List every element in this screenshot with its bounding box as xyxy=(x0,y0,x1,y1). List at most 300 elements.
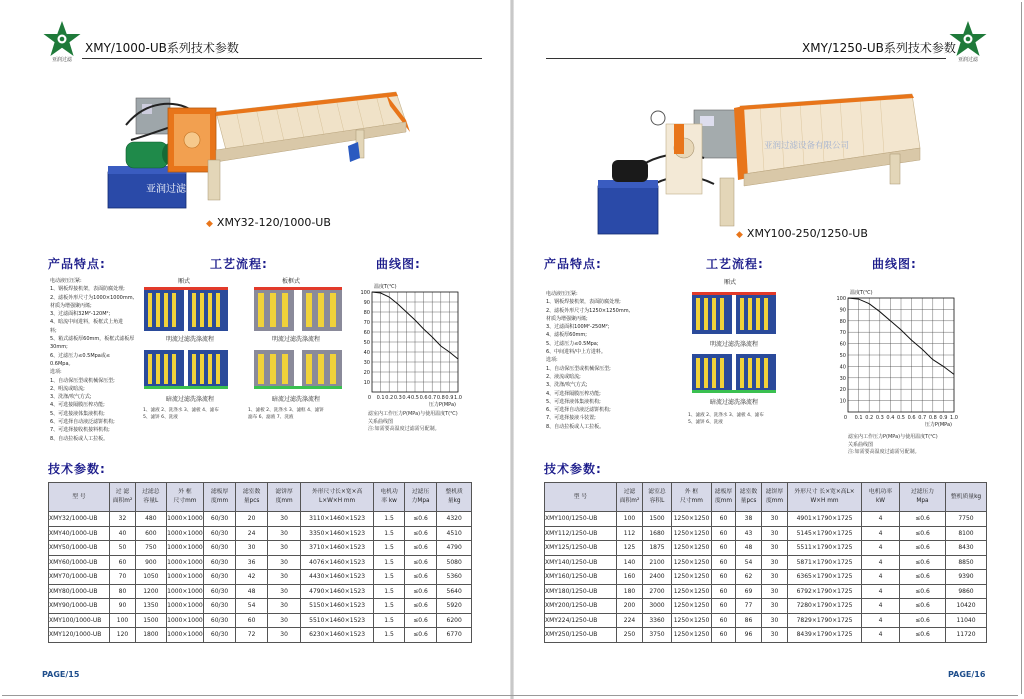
chamber-legend: 1、滤液 2、洗涤水 3、滤板 4、滤布 5、滤饼 6、洗液 xyxy=(688,413,764,425)
table-cell: 1250×1250 xyxy=(672,526,712,541)
table-cell: 5871×1790×1725 xyxy=(788,555,862,570)
table-cell: 1000×1000 xyxy=(166,628,204,643)
table-cell: 1000×1000 xyxy=(166,555,204,570)
table-cell: 60 xyxy=(109,555,135,570)
table-cell: 20 xyxy=(235,512,268,527)
table-row xyxy=(49,526,472,541)
table-cell: 4790 xyxy=(437,541,472,556)
frame-legend: 1、滤板 2、洗涤水 3、滤框 4、滤饼 滤布 6、滤液 7、洗液 xyxy=(248,408,324,420)
table-cell: ≤0.6 xyxy=(404,613,437,628)
table-cell: 4 xyxy=(862,613,900,628)
table-cell: 160 xyxy=(617,570,643,585)
table-cell: 4430×1460×1523 xyxy=(300,570,373,585)
table-cell: 60/30 xyxy=(204,584,235,599)
x-tick-label: 0.1 xyxy=(376,395,385,401)
table-cell: 60 xyxy=(712,628,736,643)
table-cell: 1500 xyxy=(136,613,166,628)
table-row xyxy=(49,613,472,628)
table-cell: 1.5 xyxy=(374,584,404,599)
table-cell: 4 xyxy=(862,555,900,570)
y-tick-label: 90 xyxy=(363,300,370,306)
column-header: 外形尺寸长×宽×高 L×W×H mm xyxy=(300,483,373,512)
table-cell: 36 xyxy=(235,555,268,570)
x-tick-label: 0.7 xyxy=(918,415,927,421)
spec-table xyxy=(544,482,987,643)
chamber-label: 厢式 xyxy=(724,279,737,286)
chamber-open-caption: 明流过滤洗涤流程 xyxy=(710,341,759,348)
feature-item: 0.6Mpa。 xyxy=(50,360,74,367)
feature-item: 1、自动保压型或机械保压型; xyxy=(50,377,115,384)
table-cell: 5080 xyxy=(437,555,472,570)
filter-press-image xyxy=(106,80,416,215)
table-cell: 4901×1790×1725 xyxy=(788,512,862,527)
table-cell: 7829×1790×1725 xyxy=(788,613,862,628)
feature-item: 30mm; xyxy=(50,344,68,351)
table-cell: 4 xyxy=(862,584,900,599)
table-cell: 600 xyxy=(136,526,166,541)
table-cell: 30 xyxy=(268,512,301,527)
column-header: 滤室总 容积L xyxy=(643,483,672,512)
column-header: 滤饼厚 度mm xyxy=(762,483,788,512)
table-cell: 30 xyxy=(762,628,788,643)
table-cell: XMY250/1250-UB xyxy=(545,628,617,643)
table-cell: 50 xyxy=(109,541,135,556)
table-cell: ≤0.6 xyxy=(404,570,437,585)
frame-open-caption: 明流过滤洗涤流程 xyxy=(272,336,321,343)
table-cell: 250 xyxy=(617,628,643,643)
table-cell: ≤0.6 xyxy=(900,555,946,570)
feature-item: 4、可选择隔膜压榨功能; xyxy=(546,390,601,397)
table-cell: 9390 xyxy=(946,570,987,585)
table-row xyxy=(49,555,472,570)
x-tick-label: 0.3 xyxy=(875,415,884,421)
table-cell: 1000×1000 xyxy=(166,613,204,628)
column-header: 过滤压 力Mpa xyxy=(404,483,437,512)
table-row xyxy=(545,555,987,570)
table-row xyxy=(49,541,472,556)
table-cell: 30 xyxy=(268,570,301,585)
table-cell: ≤0.6 xyxy=(404,541,437,556)
chamber-open-diagram xyxy=(140,285,234,335)
x-tick-label: 0.9 xyxy=(939,415,948,421)
chamber-closed-diagram xyxy=(140,346,234,392)
y-tick-label: 10 xyxy=(839,398,846,405)
table-cell: XMY140/1250-UB xyxy=(545,555,617,570)
x-tick-label: 0.3 xyxy=(393,395,402,401)
x-tick-label: 0.4 xyxy=(402,395,411,401)
table-cell: ≤0.6 xyxy=(404,628,437,643)
table-cell: 6365×1790×1725 xyxy=(788,570,862,585)
table-cell: XMY50/1000-UB xyxy=(49,541,110,556)
table-cell: 96 xyxy=(736,628,762,643)
table-cell: 7750 xyxy=(946,512,987,527)
table-cell: 54 xyxy=(736,555,762,570)
x-tick-label: 0.6 xyxy=(419,395,428,401)
table-cell: 60/30 xyxy=(204,541,235,556)
table-cell: 70 xyxy=(109,570,135,585)
table-cell: 30 xyxy=(762,613,788,628)
table-cell: 1250×1250 xyxy=(672,512,712,527)
table-cell: 60 xyxy=(712,512,736,527)
feature-item: 2、明流或暗流; xyxy=(50,385,85,392)
table-row xyxy=(545,613,987,628)
table-cell: 112 xyxy=(617,526,643,541)
table-cell: 1.5 xyxy=(374,613,404,628)
origin-label: 0 xyxy=(843,415,847,421)
table-row xyxy=(545,599,987,614)
column-header: 过 滤 面积m² xyxy=(109,483,135,512)
table-cell: 200 xyxy=(617,599,643,614)
y-axis-label: 温度T(℃) xyxy=(374,284,397,290)
table-cell: 60/30 xyxy=(204,628,235,643)
table-cell: ≤0.6 xyxy=(900,599,946,614)
curve-title: 曲线图: xyxy=(872,257,917,271)
feature-item: 6、可选择自动液泛滤饼机构; xyxy=(50,419,115,426)
table-cell: ≤0.6 xyxy=(404,584,437,599)
table-cell: ≤0.6 xyxy=(404,512,437,527)
x-tick-label: 0.5 xyxy=(411,395,419,401)
table-cell: 60 xyxy=(712,613,736,628)
model-label-text: XMY32-120/1000-UB xyxy=(216,216,331,229)
column-header: 外 框 尺寸mm xyxy=(166,483,204,512)
table-cell: XMY80/1000-UB xyxy=(49,584,110,599)
curve-title: 曲线图: xyxy=(376,257,421,271)
page-border xyxy=(1021,2,1022,694)
table-cell: 38 xyxy=(736,512,762,527)
table-cell: 1875 xyxy=(643,541,672,556)
feature-item: 5、过滤压力≤0.5Mpa; xyxy=(546,340,599,347)
table-cell: 1250×1250 xyxy=(672,628,712,643)
table-cell: 3350×1460×1523 xyxy=(300,526,373,541)
table-cell: 1500 xyxy=(643,512,672,527)
x-tick-label: 0.7 xyxy=(428,395,437,401)
table-cell: 3750 xyxy=(643,628,672,643)
table-cell: 180 xyxy=(617,584,643,599)
chamber-closed-diagram xyxy=(688,350,782,396)
frame-label: 板框式 xyxy=(282,278,301,285)
table-cell: 60/30 xyxy=(204,599,235,614)
table-cell: 1250×1250 xyxy=(672,555,712,570)
tech-params-title: 技术参数: xyxy=(544,462,602,476)
table-cell: 6792×1790×1725 xyxy=(788,584,862,599)
table-cell: 32 xyxy=(109,512,135,527)
table-cell: 1680 xyxy=(643,526,672,541)
feature-item: 3、洗涤/吹气方式; xyxy=(546,382,588,389)
table-cell: XMY32/1000-UB xyxy=(49,512,110,527)
table-cell: 48 xyxy=(736,541,762,556)
x-tick-label: 0.4 xyxy=(886,415,895,421)
table-cell: 5510×1460×1523 xyxy=(300,613,373,628)
table-cell: 90 xyxy=(109,599,135,614)
page-number: PAGE/15 xyxy=(42,670,80,679)
table-cell: ≤0.6 xyxy=(900,628,946,643)
table-cell: 1.5 xyxy=(374,555,404,570)
table-cell: XMY125/1250-UB xyxy=(545,541,617,556)
table-cell: 4790×1460×1523 xyxy=(300,584,373,599)
table-cell: XMY180/1250-UB xyxy=(545,584,617,599)
table-cell: 6230×1460×1523 xyxy=(300,628,373,643)
y-tick-label: 100 xyxy=(836,296,846,302)
table-cell: 30 xyxy=(268,613,301,628)
features-list xyxy=(50,277,150,443)
feature-item: 3、过滤面积100M²-250M²; xyxy=(546,324,610,331)
feature-item: 2、液流或暗流; xyxy=(546,373,581,380)
header-rule xyxy=(82,58,482,59)
x-tick-label: 0.2 xyxy=(865,415,874,421)
table-cell: 9860 xyxy=(946,584,987,599)
x-tick-label: 0.1 xyxy=(854,415,863,421)
table-cell: 72 xyxy=(235,628,268,643)
y-tick-label: 30 xyxy=(839,375,846,382)
x-axis-label: 压力P(MPa) xyxy=(924,422,952,428)
y-tick-label: 70 xyxy=(839,330,846,337)
table-cell: 4 xyxy=(862,628,900,643)
x-axis-label: 压力P(MPa) xyxy=(428,402,456,408)
table-cell: 3710×1460×1523 xyxy=(300,541,373,556)
table-cell: 30 xyxy=(268,541,301,556)
feature-item: 电动液压压紧: xyxy=(546,291,578,297)
table-cell: 750 xyxy=(136,541,166,556)
table-cell: 1.5 xyxy=(374,541,404,556)
process-title: 工艺流程: xyxy=(706,257,764,271)
y-tick-label: 50 xyxy=(839,353,846,359)
table-cell: 4 xyxy=(862,512,900,527)
feature-item: 1、钢板焊接机架，表面防腐处理; xyxy=(50,286,125,293)
page-title: XMY/1000-UB系列技术参数 xyxy=(85,41,239,55)
y-tick-label: 80 xyxy=(839,318,846,325)
feature-item: 4、暗流中间进料，板框式上角进 xyxy=(50,319,124,326)
feature-item: 1、自动保压型或机械保压型; xyxy=(546,365,611,372)
table-cell: 60 xyxy=(712,599,736,614)
table-cell: 30 xyxy=(762,584,788,599)
table-cell: 3110×1460×1523 xyxy=(300,512,373,527)
table-cell: XMY120/1000-UB xyxy=(49,628,110,643)
table-cell: 6200 xyxy=(437,613,472,628)
table-cell: 4320 xyxy=(437,512,472,527)
table-cell: 1000×1000 xyxy=(166,584,204,599)
table-cell: 1000×1000 xyxy=(166,526,204,541)
pressure-temperature-curve xyxy=(352,276,470,412)
table-cell: 30 xyxy=(762,512,788,527)
x-tick-label: 0.2 xyxy=(385,395,394,401)
table-cell: ≤0.6 xyxy=(404,555,437,570)
table-row xyxy=(49,512,472,527)
y-tick-label: 80 xyxy=(363,310,370,316)
table-header-row xyxy=(49,483,472,512)
table-cell: 30 xyxy=(762,526,788,541)
column-header: 滤室数 量pcs xyxy=(736,483,762,512)
table-cell: 60/30 xyxy=(204,512,235,527)
feature-item: 6、中间进料/中上方进料。 xyxy=(546,349,606,356)
table-cell: 30 xyxy=(762,599,788,614)
feature-item: 6、可选择自动液泛滤饼机构; xyxy=(546,407,611,414)
table-cell: 48 xyxy=(235,584,268,599)
table-cell: 30 xyxy=(268,526,301,541)
table-cell: 1000×1000 xyxy=(166,599,204,614)
table-cell: 1000×1000 xyxy=(166,570,204,585)
table-row xyxy=(49,584,472,599)
table-cell: 4 xyxy=(862,541,900,556)
table-cell: 8100 xyxy=(946,526,987,541)
table-cell: 1000×1000 xyxy=(166,541,204,556)
feature-item: 4、滤板厚60mm; xyxy=(546,332,587,339)
page-title: XMY/1250-UB系列技术参数 xyxy=(802,41,956,55)
page-border-bottom xyxy=(2,695,1018,696)
table-row xyxy=(545,584,987,599)
table-cell: 42 xyxy=(235,570,268,585)
table-cell: XMY90/1000-UB xyxy=(49,599,110,614)
table-cell: 4076×1460×1523 xyxy=(300,555,373,570)
y-tick-label: 40 xyxy=(363,350,370,356)
table-cell: 5920 xyxy=(437,599,472,614)
table-cell: 1250×1250 xyxy=(672,584,712,599)
table-cell: 30 xyxy=(268,599,301,614)
y-tick-label: 90 xyxy=(839,307,846,314)
tech-params-title: 技术参数: xyxy=(48,462,106,476)
table-cell: 60 xyxy=(712,541,736,556)
column-header: 外 框 尺寸mm xyxy=(672,483,712,512)
table-cell: 5511×1790×1725 xyxy=(788,541,862,556)
features-list xyxy=(546,290,646,431)
table-cell: 60/30 xyxy=(204,526,235,541)
feature-item: 2、滤板外形尺寸为1250×1250mm, xyxy=(546,307,631,314)
table-cell: 2400 xyxy=(643,570,672,585)
x-tick-label: 1.0 xyxy=(454,395,462,401)
table-cell: 54 xyxy=(235,599,268,614)
table-cell: ≤0.6 xyxy=(900,526,946,541)
model-label-text: XMY100-250/1250-UB xyxy=(746,227,868,240)
table-cell: 30 xyxy=(268,584,301,599)
table-cell: XMY160/1250-UB xyxy=(545,570,617,585)
chamber-closed-caption: 暗流过滤洗涤流程 xyxy=(166,396,215,403)
y-tick-label: 70 xyxy=(363,320,370,326)
table-cell: 5150×1460×1523 xyxy=(300,599,373,614)
table-cell: XMY100/1000-UB xyxy=(49,613,110,628)
filter-press-image xyxy=(594,88,924,238)
table-cell: 1.5 xyxy=(374,599,404,614)
features-title: 产品特点: xyxy=(48,257,106,271)
table-cell: ≤0.6 xyxy=(900,584,946,599)
table-cell: 125 xyxy=(617,541,643,556)
table-cell: 900 xyxy=(136,555,166,570)
machine-brand-text: 亚润过滤 xyxy=(146,184,186,195)
table-cell: 3360 xyxy=(643,613,672,628)
table-cell: 4510 xyxy=(437,526,472,541)
table-cell: XMY40/1000-UB xyxy=(49,526,110,541)
curve-notes: 滤室内工作压力P(MPa)与使用温度T(℃) 关系曲线图 注:如需要高温度过滤需另配制。 xyxy=(368,411,458,432)
table-cell: 2700 xyxy=(643,584,672,599)
table-cell: ≤0.6 xyxy=(900,541,946,556)
page-number: PAGE/16 xyxy=(948,670,986,679)
table-cell: 4 xyxy=(862,526,900,541)
brand-logo xyxy=(42,20,82,68)
pressure-temperature-curve xyxy=(828,282,966,432)
table-cell: 8439×1790×1725 xyxy=(788,628,862,643)
features-title: 产品特点: xyxy=(544,257,602,271)
y-axis-label: 温度T(℃) xyxy=(850,290,873,296)
star-logo-icon xyxy=(42,20,82,58)
column-header: 滤室数 量pcs xyxy=(235,483,268,512)
table-cell: ≤0.6 xyxy=(900,613,946,628)
table-cell: 60/30 xyxy=(204,570,235,585)
page-right xyxy=(512,0,1024,699)
chamber-label: 厢式 xyxy=(178,278,191,285)
y-tick-label: 20 xyxy=(839,387,846,394)
table-cell: 10420 xyxy=(946,599,987,614)
table-cell: 60 xyxy=(712,526,736,541)
table-cell: 140 xyxy=(617,555,643,570)
table-cell: 1250×1250 xyxy=(672,570,712,585)
column-header: 滤板厚 度mm xyxy=(712,483,736,512)
table-cell: 1000×1000 xyxy=(166,512,204,527)
x-tick-label: 0.9 xyxy=(445,395,454,401)
table-cell: XMY200/1250-UB xyxy=(545,599,617,614)
process-title: 工艺流程: xyxy=(210,257,268,271)
logo-text: 亚润过滤 xyxy=(957,57,978,63)
table-cell: 30 xyxy=(762,541,788,556)
table-cell: 1.5 xyxy=(374,628,404,643)
table-cell: 11720 xyxy=(946,628,987,643)
origin-label: 0 xyxy=(367,395,371,401)
table-cell: 62 xyxy=(736,570,762,585)
feature-item: 8、自动拉板或人工拉板。 xyxy=(50,435,109,442)
table-cell: 2100 xyxy=(643,555,672,570)
table-cell: XMY100/1250-UB xyxy=(545,512,617,527)
y-tick-label: 60 xyxy=(363,330,370,336)
table-cell: XMY70/1000-UB xyxy=(49,570,110,585)
table-cell: 3000 xyxy=(643,599,672,614)
table-cell: ≤0.6 xyxy=(404,599,437,614)
table-cell: 77 xyxy=(736,599,762,614)
table-cell: 60 xyxy=(712,584,736,599)
y-tick-label: 10 xyxy=(363,380,370,386)
page-fold xyxy=(510,0,514,699)
table-cell: 60 xyxy=(712,555,736,570)
table-row xyxy=(545,541,987,556)
header-rule xyxy=(546,58,946,59)
table-cell: 8430 xyxy=(946,541,987,556)
column-header: 过滤总 容量L xyxy=(136,483,166,512)
table-cell: 1.5 xyxy=(374,570,404,585)
table-cell: 1.5 xyxy=(374,512,404,527)
model-label xyxy=(206,216,331,229)
feature-item: 7、可选择接液斗装置; xyxy=(546,415,596,422)
table-cell: 69 xyxy=(736,584,762,599)
x-tick-label: 0.8 xyxy=(928,415,937,421)
feature-item: 5、箱式滤板厚60mm，板框式滤板厚 xyxy=(50,336,135,343)
table-cell: 5145×1790×1725 xyxy=(788,526,862,541)
logo-text: 亚润过滤 xyxy=(51,57,72,63)
column-header: 型 号 xyxy=(545,483,617,512)
x-tick-label: 1.0 xyxy=(950,415,958,421)
feature-item: 选项: xyxy=(50,369,62,376)
table-row xyxy=(545,628,987,643)
column-header: 过滤压力 Mpa xyxy=(900,483,946,512)
frame-open-diagram xyxy=(248,285,348,335)
table-cell: 5360 xyxy=(437,570,472,585)
table-cell: ≤0.6 xyxy=(404,526,437,541)
table-cell: 43 xyxy=(736,526,762,541)
y-tick-label: 30 xyxy=(363,360,370,366)
feature-item: 5、可选接液体集液机构; xyxy=(50,410,105,417)
table-cell: 1.5 xyxy=(374,526,404,541)
table-cell: ≤0.6 xyxy=(900,512,946,527)
table-cell: 30 xyxy=(268,628,301,643)
frame-closed-diagram xyxy=(248,346,348,392)
y-tick-label: 60 xyxy=(839,341,846,348)
table-cell: 224 xyxy=(617,613,643,628)
feature-item: 1、钢板焊接机架，表面防腐处理; xyxy=(546,299,621,306)
